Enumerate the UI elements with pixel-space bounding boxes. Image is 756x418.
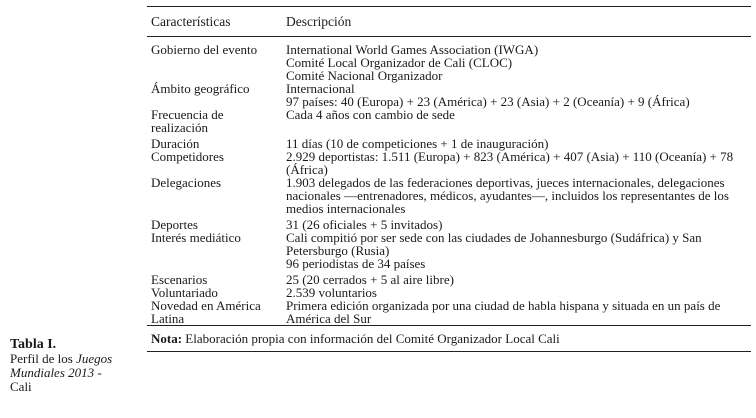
description-line: International World Games Association (IWGA) — [286, 42, 539, 57]
table-row — [147, 134, 751, 150]
row-description — [282, 270, 751, 286]
description-line: 11 días (10 de competiciones + 1 de inauguración) — [286, 136, 549, 151]
row-description — [282, 37, 751, 83]
header-description: Descripción — [286, 14, 352, 29]
row-description — [282, 176, 751, 215]
table-row — [147, 108, 751, 134]
table-note — [147, 326, 751, 352]
table-body — [147, 37, 751, 352]
row-characteristic: Voluntariado — [151, 285, 218, 300]
description-line: Cali compitió por ser sede con las ciudades de Johannesburgo (Sudáfrica) y San Petersburgo (Rusia) — [286, 230, 702, 258]
table-row — [147, 270, 751, 286]
description-line: Primera edición organizada por una ciudad de habla hispana y situada en un país de América del Sur — [286, 298, 721, 326]
note-label: Nota: — [151, 331, 183, 346]
row-description — [282, 150, 751, 176]
table-caption — [10, 338, 140, 394]
table-label: Tabla I. — [10, 337, 57, 352]
description-line: 2.539 voluntarios — [286, 285, 377, 300]
row-characteristic: Interés mediático — [151, 230, 241, 245]
row-characteristic: Competidores — [151, 149, 224, 164]
row-description — [282, 82, 751, 108]
header-characteristics: Características — [151, 14, 231, 29]
row-description — [282, 108, 751, 134]
description-line: Internacional — [286, 81, 355, 96]
description-line: 2.929 deportistas: 1.511 (Europa) + 823 (América) + 407 (Asia) + 110 (Oceanía) + 78 (África) — [286, 149, 734, 177]
table-row — [147, 176, 751, 215]
row-characteristic: Deportes — [151, 217, 198, 232]
description-line: 25 (20 cerrados + 5 al aire libre) — [286, 272, 454, 287]
description-line: Comité Nacional Organizador — [286, 68, 443, 83]
row-characteristic: Delegaciones — [151, 175, 222, 190]
row-characteristic: Duración — [151, 136, 200, 151]
profile-table — [147, 6, 751, 352]
row-characteristic: Frecuencia de realización — [151, 107, 224, 135]
table-row — [147, 37, 751, 83]
table-row — [147, 82, 751, 108]
note-text: Elaboración propia con información del Comité Organizador Local Cali — [182, 331, 560, 346]
row-characteristic: Novedad en América Latina — [151, 298, 261, 326]
table-row — [147, 150, 751, 176]
description-line: Comité Local Organizador de Cali (CLOC) — [286, 55, 513, 70]
table-row — [147, 215, 751, 231]
table-row — [147, 231, 751, 270]
description-line: 1.903 delegados de las federaciones deportivas, jueces internacionales, delegaciones nacionales —entrenadores, médicos, ayudantes—, incluidos los representantes de los medios internacionales — [286, 175, 729, 216]
table-header-row — [147, 7, 751, 37]
row-description — [282, 231, 751, 270]
row-description — [282, 215, 751, 231]
row-description — [282, 134, 751, 150]
row-characteristic: Escenarios — [151, 272, 208, 287]
row-characteristic: Gobierno del evento — [151, 42, 258, 57]
caption-line-3: Cali — [10, 379, 32, 394]
description-line: 97 países: 40 (Europa) + 23 (América) + 23 (Asia) + 2 (Oceanía) + 9 (África) — [286, 94, 690, 109]
description-line: 96 periodistas de 34 países — [286, 256, 426, 271]
table-row — [147, 299, 751, 326]
description-line: Cada 4 años con cambio de sede — [286, 107, 455, 122]
description-line: 31 (26 oficiales + 5 invitados) — [286, 217, 443, 232]
row-description — [282, 299, 751, 326]
caption-line-1: Perfil de los Juegos — [10, 351, 113, 366]
table-note-row — [147, 326, 751, 352]
caption-line-2: Mundiales 2013 - — [10, 365, 102, 380]
row-characteristic: Ámbito geográfico — [151, 81, 250, 96]
